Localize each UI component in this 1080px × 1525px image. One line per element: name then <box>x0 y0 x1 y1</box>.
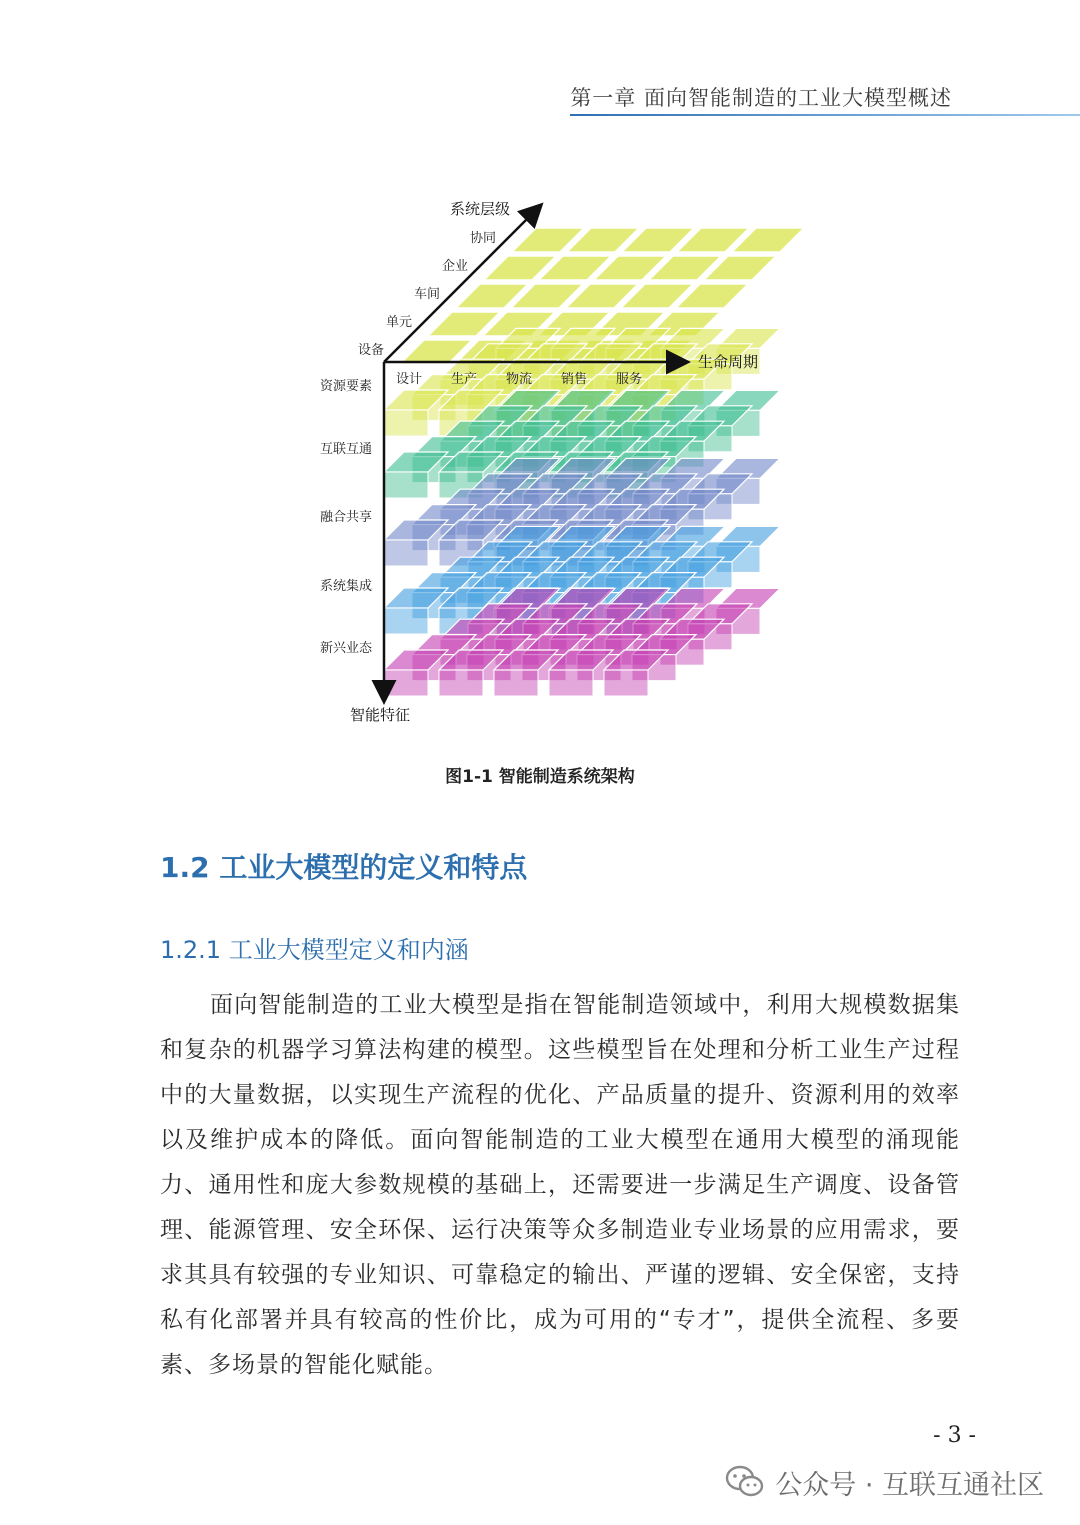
layer-pillar <box>384 410 428 436</box>
layer-pillar <box>604 670 648 696</box>
lifecycle-label: 物流 <box>506 372 533 387</box>
layer-pillar <box>384 670 428 696</box>
lifecycle-label: 销售 <box>561 372 588 387</box>
layer-pillar <box>384 608 428 634</box>
lifecycle-label: 生产 <box>451 372 478 387</box>
layer-pillar <box>384 472 428 498</box>
lifecycle-label: 设计 <box>396 372 423 387</box>
layer-pillar <box>384 540 428 566</box>
figure-caption: 图1-1 智能制造系统架构 <box>445 767 635 787</box>
architecture-figure <box>300 190 820 730</box>
layer-pillar <box>549 670 593 696</box>
feature-label: 新兴业态 <box>320 641 373 656</box>
watermark-text: 公众号 · 互联互通社区 <box>775 1469 1044 1501</box>
wechat-watermark <box>725 1462 1044 1502</box>
section-heading: 1.2 工业大模型的定义和特点 <box>160 851 528 884</box>
subsection-heading: 1.2.1 工业大模型定义和内涵 <box>160 936 469 964</box>
lifecycle-label: 服务 <box>616 372 643 387</box>
feature-label: 互联互通 <box>320 442 373 457</box>
header-rule <box>570 114 1080 116</box>
system-level-axis-title: 系统层级 <box>450 200 511 218</box>
body-paragraph: 面向智能制造的工业大模型是指在智能制造领域中，利用大规模数据集和复杂的机器学习算法构建的模型。这些模型旨在处理和分析工业生产过程中的大量数据，以实现生产流程的优化、产品质量的提升、资源利用的效率以及维护成本的降低。面向智能制造的工业大模型在通用大模型的涌现能力、通用性和庞大参数规模的基础上，还需要进一步满足生产调度、设备管理、能源管理、安全环保、运行决策等众多制造业专业场景的应用需求，要求其具有较强的专业知识、可靠稳定的输出、严谨的逻辑、安全保密，支持私有化部署并具有较高的性价比，成为可用的“专才”，提供全流程、多要素、多场景的智能化赋能。 <box>160 992 960 1378</box>
system-level-label: 设备 <box>358 343 385 358</box>
system-level-label: 车间 <box>414 287 441 302</box>
architecture-cube-diagram <box>300 190 820 730</box>
feature-axis-title: 智能特征 <box>350 706 411 724</box>
page-number: - 3 - <box>933 1423 976 1448</box>
page-header <box>570 80 1080 120</box>
feature-label: 资源要素 <box>320 379 373 394</box>
system-level-label: 单元 <box>386 315 413 330</box>
lifecycle-axis-title: 生命周期 <box>698 353 759 371</box>
feature-label: 融合共享 <box>320 510 373 525</box>
chapter-title: 第一章 面向智能制造的工业大模型概述 <box>570 86 952 110</box>
layer-pillar <box>439 670 483 696</box>
feature-label: 系统集成 <box>320 579 373 594</box>
system-level-label: 协同 <box>470 231 497 246</box>
wechat-icon <box>725 1465 765 1499</box>
layer-pillar <box>494 670 538 696</box>
system-level-label: 企业 <box>442 259 469 274</box>
